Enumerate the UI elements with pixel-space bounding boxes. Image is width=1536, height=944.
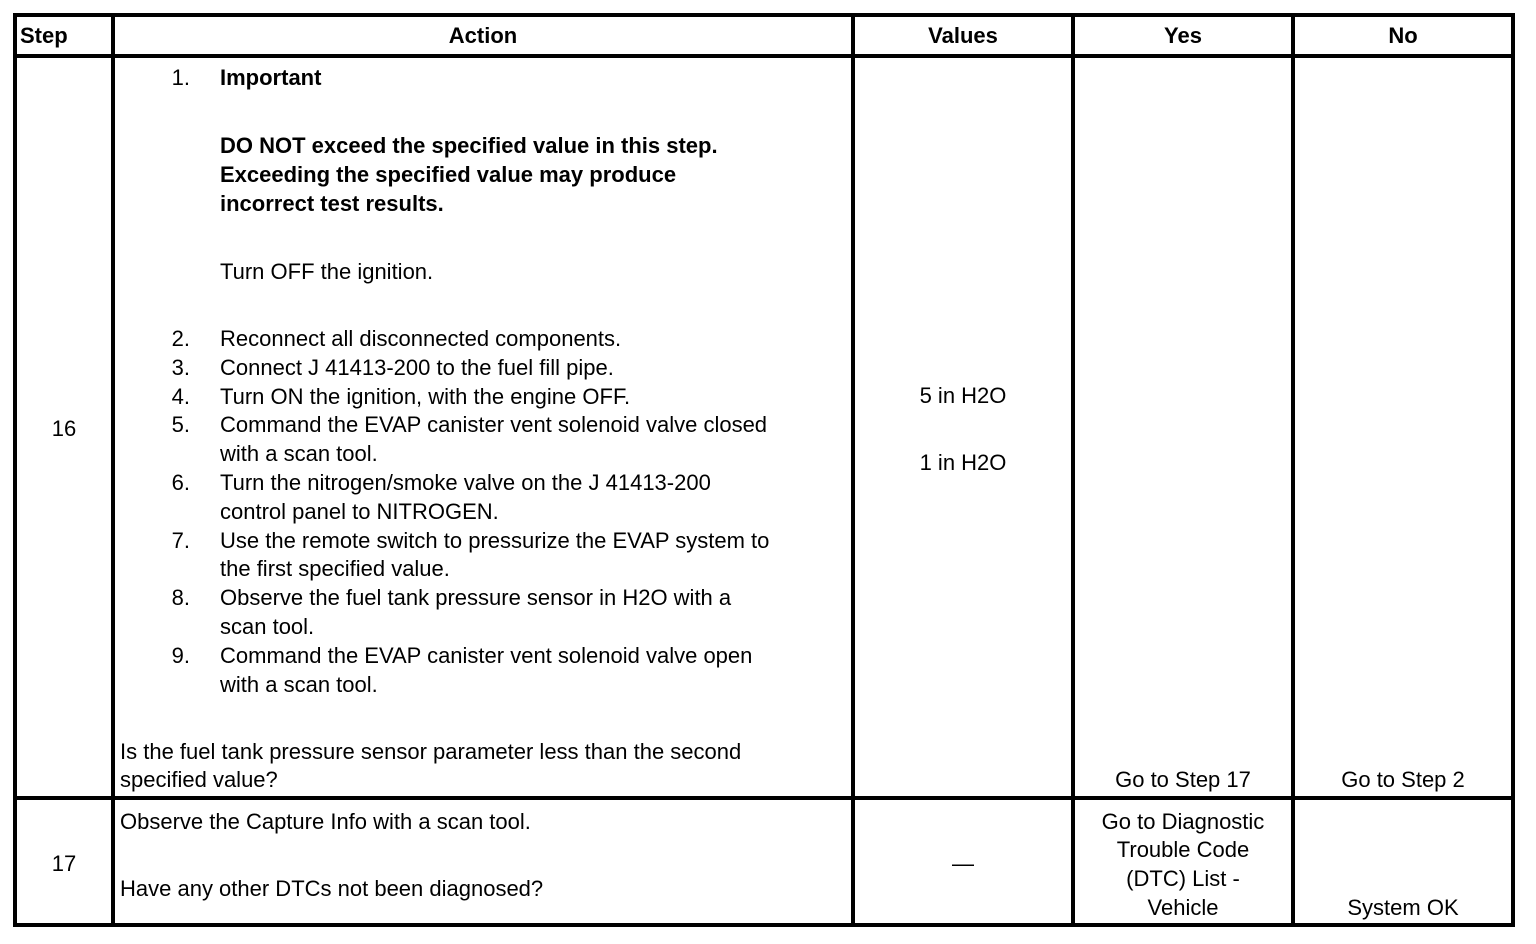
specified-value-2: 1 in H2O — [919, 450, 1007, 475]
row-separator — [13, 796, 1515, 800]
list-number: 9. — [171, 643, 190, 668]
yes-result: (DTC) List - — [1126, 866, 1240, 891]
list-item-text: Reconnect all disconnected components. — [220, 326, 622, 351]
specified-value-1: 5 in H2O — [919, 383, 1007, 408]
yes-result: Vehicle — [1147, 895, 1219, 920]
warning-text: Exceeding the specified value may produce — [220, 162, 677, 187]
header-yes: Yes — [1164, 23, 1202, 48]
list-item-text: scan tool. — [220, 614, 315, 639]
step-number: 16 — [51, 416, 77, 441]
table-border-right — [1511, 13, 1515, 927]
question-text: specified value? — [120, 767, 278, 792]
list-number: 3. — [171, 355, 190, 380]
column-divider — [111, 13, 115, 927]
table-border-bottom — [13, 923, 1515, 927]
list-item-text: Use the remote switch to pressurize the EVAP system to — [220, 528, 770, 553]
list-number: 1. — [171, 65, 190, 90]
warning-text: incorrect test results. — [220, 191, 444, 216]
no-result: Go to Step 2 — [1341, 767, 1465, 792]
table-border-left — [13, 13, 17, 927]
yes-result: Trouble Code — [1116, 837, 1250, 862]
list-number: 7. — [171, 528, 190, 553]
list-item-text: control panel to NITROGEN. — [220, 499, 499, 524]
list-item-text: with a scan tool. — [220, 672, 378, 697]
header-separator — [13, 54, 1515, 58]
list-number: 6. — [171, 470, 190, 495]
list-item-text: Turn ON the ignition, with the engine OFF. — [220, 384, 631, 409]
yes-result: Go to Step 17 — [1115, 767, 1251, 792]
list-item-text: Turn the nitrogen/smoke valve on the J 41413-200 — [220, 470, 711, 495]
no-result: System OK — [1347, 895, 1459, 920]
question-text: Is the fuel tank pressure sensor parameter less than the second — [120, 739, 742, 764]
header-values: Values — [928, 23, 998, 48]
list-item-text: Connect J 41413-200 to the fuel fill pipe. — [220, 355, 614, 380]
list-number: 5. — [171, 412, 190, 437]
instruction-text: Observe the Capture Info with a scan tool. — [120, 809, 531, 834]
important-label: Important — [220, 65, 322, 90]
instruction-text: Turn OFF the ignition. — [220, 259, 434, 284]
warning-text: DO NOT exceed the specified value in this step. — [220, 133, 718, 158]
step-number: 17 — [51, 851, 77, 876]
question-text: Have any other DTCs not been diagnosed? — [120, 876, 544, 901]
table-border-top — [13, 13, 1515, 17]
list-number: 8. — [171, 585, 190, 610]
list-item-text: Command the EVAP canister vent solenoid valve open — [220, 643, 753, 668]
header-action: Action — [448, 23, 518, 48]
header-step: Step — [20, 23, 68, 48]
list-item-text: Command the EVAP canister vent solenoid valve closed — [220, 412, 768, 437]
list-number: 4. — [171, 384, 190, 409]
list-item-text: with a scan tool. — [220, 441, 378, 466]
list-item-text: Observe the fuel tank pressure sensor in H2O with a — [220, 585, 732, 610]
list-number: 2. — [171, 326, 190, 351]
yes-result: Go to Diagnostic — [1101, 809, 1265, 834]
values-dash: — — [952, 851, 974, 876]
header-no: No — [1388, 23, 1418, 48]
list-item-text: the first specified value. — [220, 556, 450, 581]
